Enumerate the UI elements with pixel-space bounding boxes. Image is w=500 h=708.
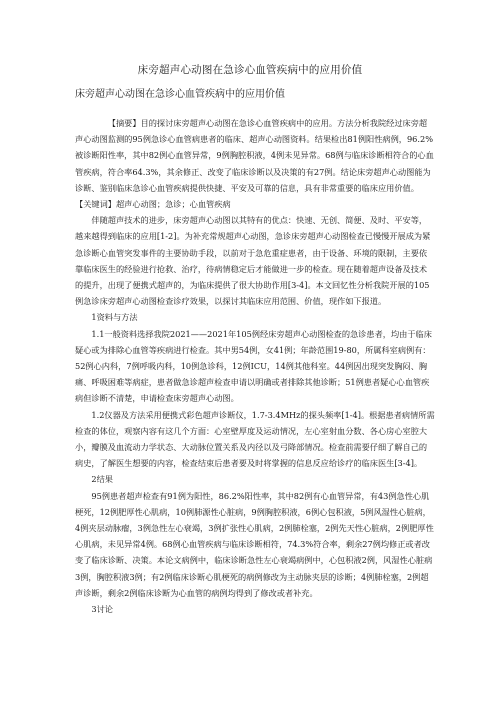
- section-3-heading: 3讨论: [91, 604, 113, 615]
- intro-paragraph: 伴随超声技术的进步，床旁超声心动图以其特有的优点：快速、无创、简便、及时、平安等，越来越得到临床的应用[1-2]。为补充常规超声心动图，急诊床旁超声心动图检查已慢慢开展成为紧急诊断心血管突发事件的主要协助手段，以前对于急危重症患者，由于设备、环境的限制，主要依靠临床医生的经验进行抢救、治疗，待病情稳定后才能做进一步的检查。现在随着超声设备及技术的提升，出现了便携式超声的，为临床提供了很大协助作用[3-4]。本文回忆性分析我院开展的105例急诊床旁超声心动图检查诊疗效果，以探讨其临床应用范围、价值，现作如下报道。: [75, 215, 431, 307]
- keywords-line: 【关键词】超声心动图；急诊；心血管疾病: [75, 199, 231, 210]
- section-1-heading: 1资料与方法: [91, 312, 138, 323]
- document-title: 床旁超声心动图在急诊心血管疾病中的应用价值: [137, 64, 363, 76]
- abstract-paragraph: 【摘要】目的探讨床旁超声心动图在急诊心血管疾病中的应用。方法分析我院经过床旁超声心动图监测的95例急诊心血管病患者的临床、超声心动图资料。结果检出81例阳性病例，96.2%被诊断阳性率，其中82例心血管异常，9例胸腔积液，4例未见异常。68例与临床诊断相符合的心血管疾病，符合率64.3%，其余修正、改变了临床诊断以及决策的有27例。结论床旁超声心动图能为诊断、鉴别临床急诊心血管疾病提供快捷、平安及可靠的信息，具有非常重要的临床应用价值。: [75, 118, 434, 193]
- section-1-1-paragraph: 1.1一般资料选择我院2021——2021年105例经床旁超声心动图检查的急诊患者，均由于临床疑心或为排除心血管等疾病进行检查。其中男54例，女41例；年龄范围19-80，所属科室病例有：52例心内科，7例呼吸内科，10例急诊科，12例ICU，14例其他科室。44例因出现突发胸闷、胸痛、呼吸困难等病症，患者做急诊超声检查申请以明确或者排除其他诊断；51例患者疑心心血管疾病但诊断不清楚，申请检查床旁超声心动图。: [75, 328, 432, 404]
- section-1-2-paragraph: 1.2仪器及方法采用便携式彩色超声诊断仪，1.7-3.4MHz的探头频率[1-4]。根据患者病情所需检查的体位，观察内容有这几个方面：心室壁厚度及运动情况，左心室射血分数、各心房心室腔大小，瓣膜及血流动力学状态、大动脉位置关系及内径以及弓降部情况。检查前需要仔细了解自己的病史，了解医生想要的内容，检查结束后患者要及时将掌握的信息反应给诊疗的临床医生[3-4]。: [75, 409, 435, 469]
- section-2-heading: 2结果: [91, 474, 113, 485]
- document-body: [75, 115, 435, 617]
- section-2-paragraph: 95例患者超声检查有91例为阳性，86.2%阳性率，其中82例有心血管异常，有43例急性心肌梗死，12例肥厚性心肌病，10例肺源性心脏病，9例胸腔积液，6例心包积液，5例风湿性心脏病，4例夹层动脉瘤，3例急性左心衰竭，3例扩张性心肌病，2例肺栓塞，2例先天性心脏病，2例肥厚性心肌病，未见异常4例。68例心血管疾病与临床诊断相符，74.3%符合率，剩余27例均修正或者改变了临床诊断、决策。本论文病例中，临床诊断急性左心衰竭病例中，心包积液2例，风湿性心脏病3例，胸腔积液3例；有2例临床诊断心肌梗死的病例修改为主动脉夹层的诊断；4例肺栓塞，2例超声诊断，剩余2例临床诊断为心血管的病例均得到了修改或者补充。: [75, 490, 434, 598]
- document-subtitle: 床旁超声心动图在急诊心血管疾病中的应用价值: [75, 89, 285, 100]
